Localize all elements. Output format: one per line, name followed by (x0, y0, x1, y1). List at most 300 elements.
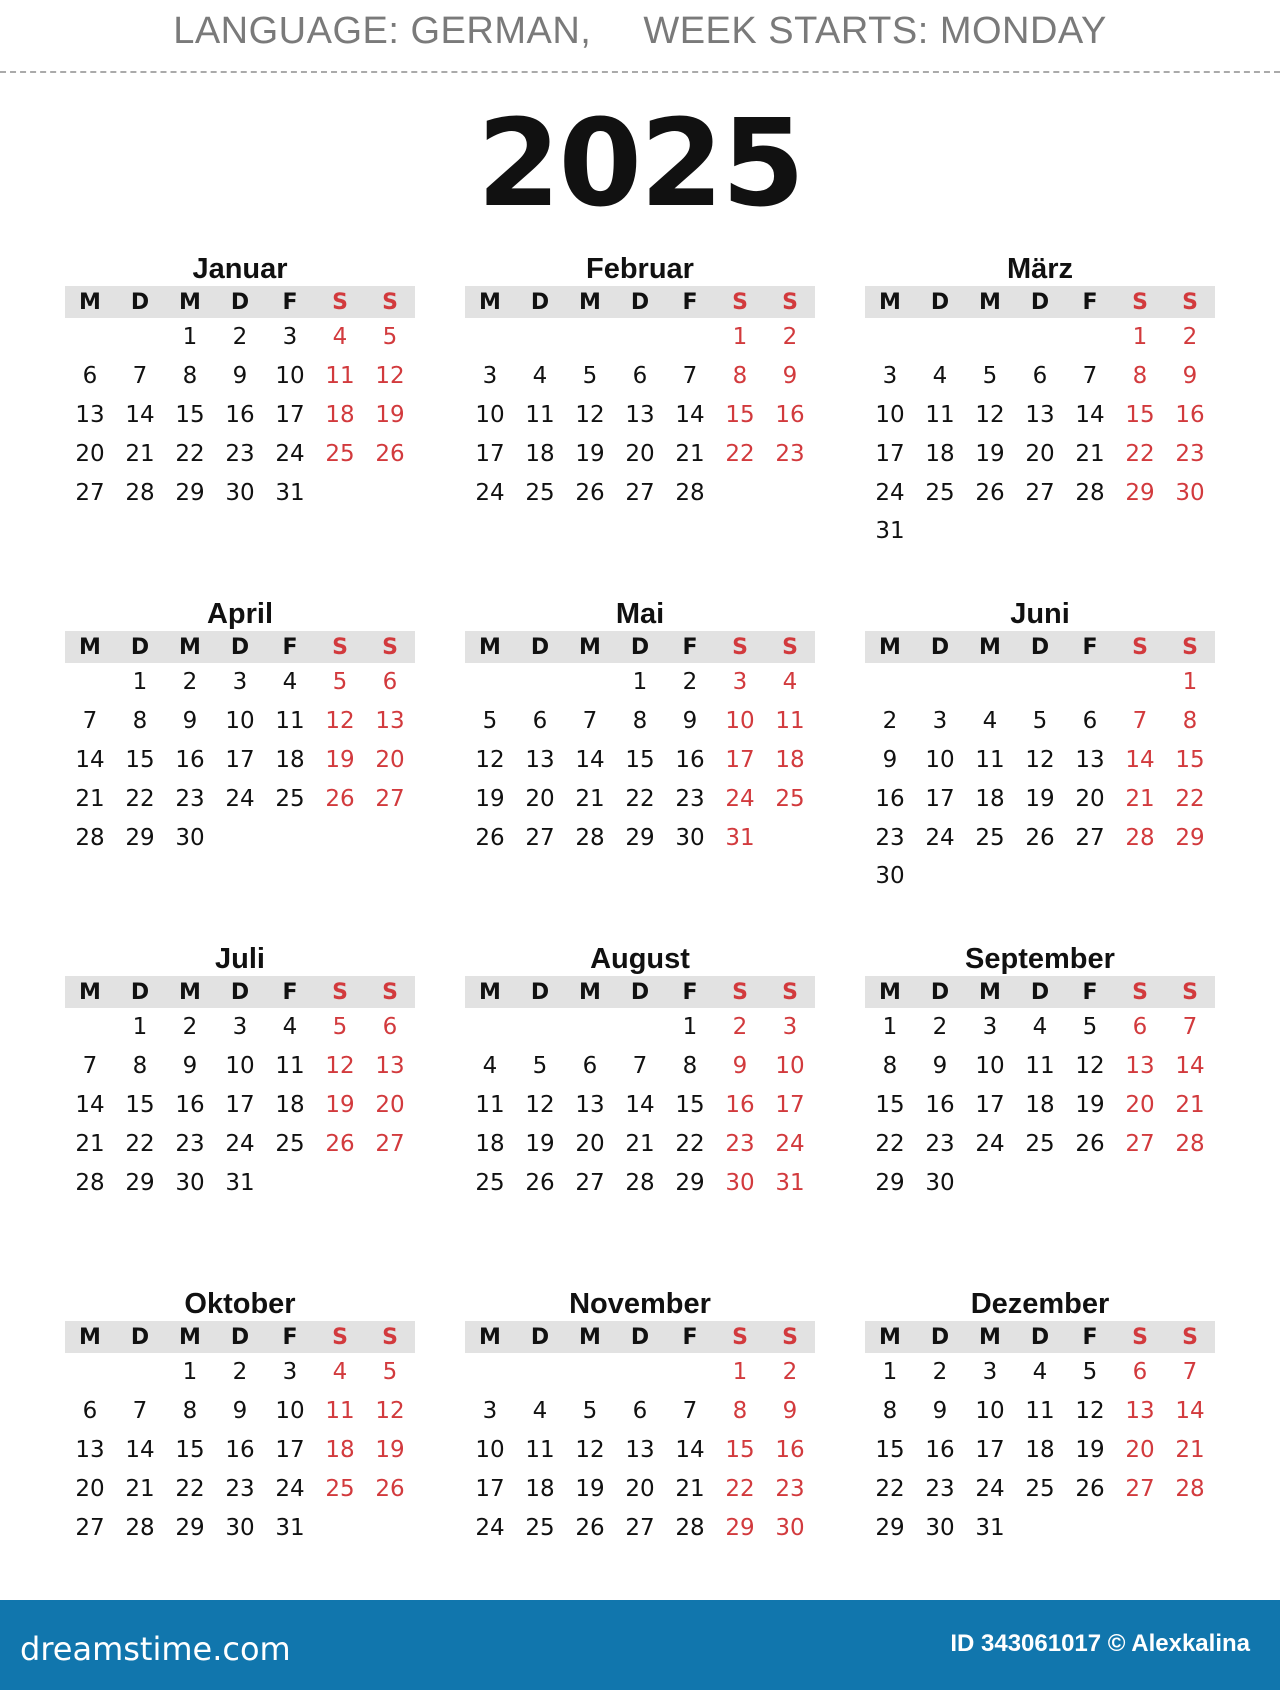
day-cell: 23 (925, 1130, 955, 1157)
day-cell: 28 (75, 824, 105, 851)
day-cell: 16 (925, 1091, 955, 1118)
day-cell: 10 (975, 1398, 1005, 1425)
dreamstime-logo: dreamstime.com (20, 1630, 291, 1668)
day-cell: 16 (175, 746, 205, 773)
day-cell: 1 (882, 1359, 898, 1386)
week-row (65, 396, 415, 435)
month-name: Juli (215, 943, 265, 975)
day-cell: 25 (525, 479, 555, 506)
day-cell: 5 (582, 363, 598, 390)
day-cell: 7 (1182, 1359, 1198, 1386)
weekday-label: D (1030, 979, 1050, 1005)
week-row (465, 1431, 815, 1470)
day-cell: 28 (675, 479, 705, 506)
day-cell: 10 (775, 1053, 805, 1080)
month-name: Februar (586, 253, 694, 285)
day-cell: 24 (225, 785, 255, 812)
day-cell: 11 (975, 746, 1005, 773)
day-cell: 30 (725, 1169, 755, 1196)
week-row (65, 779, 415, 818)
week-row (465, 1508, 815, 1547)
month-oktober (65, 1287, 415, 1547)
weekday-label: F (282, 634, 298, 660)
day-cell: 29 (1125, 479, 1155, 506)
day-cell: 25 (325, 440, 355, 467)
day-cell: 6 (1132, 1014, 1148, 1041)
day-cell: 29 (625, 824, 655, 851)
day-cell: 23 (875, 824, 905, 851)
day-cell: 30 (175, 824, 205, 851)
day-cell: 2 (782, 1359, 798, 1386)
day-cell: 26 (1075, 1130, 1105, 1157)
week-row (865, 434, 1215, 473)
day-cell: 14 (75, 1091, 105, 1118)
weekday-label: S (732, 979, 748, 1005)
day-cell: 16 (175, 1091, 205, 1118)
week-row (65, 318, 415, 357)
weekday-header (65, 286, 415, 318)
day-cell: 15 (625, 746, 655, 773)
day-cell: 18 (1025, 1436, 1055, 1463)
day-cell: 25 (1025, 1130, 1055, 1157)
day-cell: 11 (475, 1091, 505, 1118)
day-cell: 16 (925, 1436, 955, 1463)
day-cell: 6 (82, 363, 98, 390)
day-cell: 4 (482, 1053, 498, 1080)
weekday-header (865, 631, 1215, 663)
day-cell: 14 (1075, 401, 1105, 428)
day-cell: 20 (525, 785, 555, 812)
day-cell: 24 (475, 1514, 505, 1541)
week-row (465, 741, 815, 780)
day-cell: 27 (375, 785, 405, 812)
day-cell: 2 (232, 1359, 248, 1386)
week-row (65, 473, 415, 512)
day-cell: 8 (1182, 708, 1198, 735)
day-cell: 4 (532, 1398, 548, 1425)
day-cell: 6 (632, 1398, 648, 1425)
week-row (865, 473, 1215, 512)
day-cell: 26 (575, 1514, 605, 1541)
week-row (465, 1469, 815, 1508)
day-cell: 18 (925, 440, 955, 467)
day-cell: 22 (1175, 785, 1205, 812)
day-cell: 13 (375, 1053, 405, 1080)
day-cell: 30 (225, 1514, 255, 1541)
day-cell: 12 (975, 401, 1005, 428)
weekday-label: S (332, 979, 348, 1005)
week-row (865, 741, 1215, 780)
day-cell: 17 (875, 440, 905, 467)
weekday-label: S (732, 289, 748, 315)
weekday-label: F (682, 289, 698, 315)
week-row (465, 1353, 815, 1392)
week-row (65, 702, 415, 741)
weekday-label: S (382, 979, 398, 1005)
day-cell: 27 (75, 1514, 105, 1541)
day-cell: 1 (132, 1014, 148, 1041)
day-cell: 2 (1182, 324, 1198, 351)
day-cell: 2 (782, 324, 798, 351)
day-cell: 23 (225, 440, 255, 467)
day-cell: 18 (525, 1475, 555, 1502)
day-cell: 21 (575, 785, 605, 812)
day-cell: 28 (675, 1514, 705, 1541)
day-cell: 11 (1025, 1053, 1055, 1080)
day-cell: 12 (1075, 1053, 1105, 1080)
day-cell: 8 (132, 708, 148, 735)
weekday-label: S (1182, 289, 1198, 315)
day-cell: 13 (75, 401, 105, 428)
weekday-header (465, 976, 815, 1008)
weekday-header (865, 1321, 1215, 1353)
day-cell: 17 (975, 1091, 1005, 1118)
day-cell: 13 (525, 746, 555, 773)
day-cell: 24 (225, 1130, 255, 1157)
day-cell: 5 (332, 1014, 348, 1041)
week-row (65, 1469, 415, 1508)
day-cell: 13 (75, 1436, 105, 1463)
day-cell: 23 (1175, 440, 1205, 467)
day-cell: 22 (875, 1130, 905, 1157)
day-cell: 15 (125, 746, 155, 773)
day-cell: 20 (75, 440, 105, 467)
day-cell: 12 (325, 708, 355, 735)
day-cell: 26 (525, 1169, 555, 1196)
day-cell: 5 (1032, 708, 1048, 735)
day-cell: 22 (175, 440, 205, 467)
day-cell: 17 (775, 1091, 805, 1118)
day-cell: 10 (225, 1053, 255, 1080)
weekday-label: M (979, 979, 1001, 1005)
day-cell: 2 (932, 1014, 948, 1041)
week-row (465, 1047, 815, 1086)
day-cell: 2 (182, 669, 198, 696)
weekday-label: D (530, 1324, 550, 1350)
day-cell: 9 (932, 1398, 948, 1425)
day-cell: 12 (475, 746, 505, 773)
day-cell: 3 (982, 1014, 998, 1041)
day-cell: 15 (725, 401, 755, 428)
day-cell: 12 (575, 401, 605, 428)
day-cell: 29 (175, 1514, 205, 1541)
weekday-label: M (979, 1324, 1001, 1350)
weekday-label: S (782, 1324, 798, 1350)
day-cell: 9 (782, 1398, 798, 1425)
day-cell: 13 (575, 1091, 605, 1118)
day-cell: 8 (182, 363, 198, 390)
day-cell: 19 (375, 401, 405, 428)
day-cell: 11 (325, 363, 355, 390)
day-cell: 20 (1025, 440, 1055, 467)
day-cell: 5 (382, 324, 398, 351)
weekday-label: S (782, 979, 798, 1005)
weekday-label: F (282, 1324, 298, 1350)
day-cell: 19 (1025, 785, 1055, 812)
day-cell: 20 (575, 1130, 605, 1157)
day-cell: 6 (632, 363, 648, 390)
week-row (65, 1163, 415, 1202)
day-cell: 22 (125, 1130, 155, 1157)
day-cell: 28 (625, 1169, 655, 1196)
week-row (465, 473, 815, 512)
day-cell: 5 (332, 669, 348, 696)
day-cell: 22 (725, 1475, 755, 1502)
day-cell: 4 (332, 1359, 348, 1386)
day-cell: 28 (75, 1169, 105, 1196)
day-cell: 31 (975, 1514, 1005, 1541)
day-cell: 17 (225, 1091, 255, 1118)
day-cell: 26 (375, 440, 405, 467)
week-row (865, 396, 1215, 435)
day-cell: 26 (1075, 1475, 1105, 1502)
day-cell: 10 (975, 1053, 1005, 1080)
day-cell: 19 (975, 440, 1005, 467)
weekday-label: M (79, 1324, 101, 1350)
day-cell: 16 (1175, 401, 1205, 428)
month-juli (65, 942, 415, 1202)
day-cell: 15 (125, 1091, 155, 1118)
weekday-label: S (382, 1324, 398, 1350)
day-cell: 23 (725, 1130, 755, 1157)
weekday-label: F (682, 634, 698, 660)
weekday-label: S (1132, 1324, 1148, 1350)
weekday-label: M (579, 289, 601, 315)
week-row (65, 1431, 415, 1470)
dashed-divider (0, 71, 1280, 73)
week-row (65, 357, 415, 396)
day-cell: 7 (1182, 1014, 1198, 1041)
day-cell: 12 (575, 1436, 605, 1463)
day-cell: 16 (725, 1091, 755, 1118)
day-cell: 17 (475, 1475, 505, 1502)
day-cell: 4 (1032, 1014, 1048, 1041)
weekday-label: M (879, 1324, 901, 1350)
weekday-label: D (1030, 289, 1050, 315)
day-cell: 26 (325, 785, 355, 812)
day-cell: 24 (725, 785, 755, 812)
day-cell: 26 (975, 479, 1005, 506)
weekday-header (465, 631, 815, 663)
day-cell: 21 (125, 440, 155, 467)
day-cell: 4 (982, 708, 998, 735)
week-row (65, 818, 415, 857)
weekday-label: M (479, 1324, 501, 1350)
day-cell: 24 (275, 1475, 305, 1502)
day-cell: 6 (1132, 1359, 1148, 1386)
day-cell: 27 (525, 824, 555, 851)
day-cell: 15 (1125, 401, 1155, 428)
week-row (465, 1163, 815, 1202)
month-august (465, 942, 815, 1202)
day-cell: 25 (925, 479, 955, 506)
day-cell: 29 (675, 1169, 705, 1196)
day-cell: 6 (582, 1053, 598, 1080)
weekday-label: F (1082, 634, 1098, 660)
day-cell: 15 (875, 1436, 905, 1463)
day-cell: 22 (875, 1475, 905, 1502)
day-cell: 27 (1125, 1475, 1155, 1502)
day-cell: 20 (375, 746, 405, 773)
weekday-label: D (630, 289, 650, 315)
weekday-header (465, 286, 815, 318)
day-cell: 22 (175, 1475, 205, 1502)
day-cell: 27 (75, 479, 105, 506)
week-row (865, 1086, 1215, 1125)
day-cell: 21 (1175, 1091, 1205, 1118)
month-februar (465, 252, 815, 512)
week-row (465, 663, 815, 702)
weekday-label: D (930, 1324, 950, 1350)
day-cell: 11 (525, 401, 555, 428)
month-dezember (865, 1287, 1215, 1547)
day-cell: 2 (882, 708, 898, 735)
day-cell: 26 (1025, 824, 1055, 851)
day-cell: 7 (682, 363, 698, 390)
week-row (865, 857, 1215, 896)
day-cell: 23 (675, 785, 705, 812)
day-cell: 21 (675, 1475, 705, 1502)
weekday-label: D (930, 289, 950, 315)
day-cell: 5 (982, 363, 998, 390)
weekday-label: D (630, 1324, 650, 1350)
day-cell: 14 (75, 746, 105, 773)
day-cell: 6 (382, 1014, 398, 1041)
month-januar (65, 252, 415, 512)
day-cell: 4 (282, 1014, 298, 1041)
week-row (465, 1008, 815, 1047)
weekday-label: M (79, 979, 101, 1005)
day-cell: 3 (932, 708, 948, 735)
day-cell: 11 (275, 708, 305, 735)
weekday-label: F (682, 1324, 698, 1350)
weekday-label: M (179, 289, 201, 315)
week-row (865, 1047, 1215, 1086)
weekday-label: D (1030, 1324, 1050, 1350)
day-cell: 8 (1132, 363, 1148, 390)
day-cell: 3 (232, 669, 248, 696)
day-cell: 11 (525, 1436, 555, 1463)
day-cell: 3 (482, 1398, 498, 1425)
day-cell: 16 (225, 1436, 255, 1463)
day-cell: 29 (875, 1169, 905, 1196)
week-row (65, 1508, 415, 1547)
week-row (65, 1086, 415, 1125)
day-cell: 8 (732, 1398, 748, 1425)
day-cell: 9 (182, 1053, 198, 1080)
weekday-label: D (230, 289, 250, 315)
day-cell: 9 (232, 363, 248, 390)
day-cell: 27 (1025, 479, 1055, 506)
week-row (865, 1008, 1215, 1047)
day-cell: 13 (1125, 1053, 1155, 1080)
day-cell: 1 (182, 324, 198, 351)
day-cell: 10 (275, 363, 305, 390)
week-row (865, 1392, 1215, 1431)
day-cell: 8 (132, 1053, 148, 1080)
day-cell: 12 (525, 1091, 555, 1118)
day-cell: 25 (775, 785, 805, 812)
week-row (865, 779, 1215, 818)
weekday-label: F (282, 979, 298, 1005)
weekday-label: M (479, 634, 501, 660)
week-row (865, 1469, 1215, 1508)
week-row (465, 1392, 815, 1431)
weekday-label: D (130, 634, 150, 660)
day-cell: 21 (125, 1475, 155, 1502)
day-cell: 23 (775, 440, 805, 467)
week-row (865, 1508, 1215, 1547)
weekday-label: S (1132, 634, 1148, 660)
day-cell: 12 (375, 1398, 405, 1425)
month-name: August (590, 943, 690, 975)
month-name: Oktober (184, 1288, 296, 1320)
day-cell: 8 (682, 1053, 698, 1080)
day-cell: 25 (275, 785, 305, 812)
weekday-label: M (579, 634, 601, 660)
day-cell: 11 (325, 1398, 355, 1425)
day-cell: 29 (1175, 824, 1205, 851)
day-cell: 6 (1032, 363, 1048, 390)
day-cell: 17 (275, 401, 305, 428)
weekday-label: M (179, 1324, 201, 1350)
day-cell: 24 (775, 1130, 805, 1157)
weekday-header (465, 1321, 815, 1353)
day-cell: 30 (1175, 479, 1205, 506)
weekday-label: M (479, 979, 501, 1005)
day-cell: 8 (182, 1398, 198, 1425)
weekday-label: S (382, 634, 398, 660)
weekday-header (65, 976, 415, 1008)
day-cell: 1 (632, 669, 648, 696)
weekday-label: S (332, 289, 348, 315)
weekday-label: D (230, 634, 250, 660)
day-cell: 24 (875, 479, 905, 506)
day-cell: 11 (775, 708, 805, 735)
day-cell: 29 (125, 1169, 155, 1196)
week-row (865, 512, 1215, 551)
weekday-label: S (1182, 1324, 1198, 1350)
month-april (65, 597, 415, 857)
day-cell: 2 (682, 669, 698, 696)
weekday-label: M (179, 979, 201, 1005)
day-cell: 19 (575, 1475, 605, 1502)
week-row (465, 818, 815, 857)
day-cell: 24 (975, 1130, 1005, 1157)
day-cell: 12 (375, 363, 405, 390)
week-row (65, 1353, 415, 1392)
day-cell: 31 (225, 1169, 255, 1196)
weekday-label: M (79, 634, 101, 660)
day-cell: 20 (75, 1475, 105, 1502)
day-cell: 26 (475, 824, 505, 851)
weekday-label: M (179, 634, 201, 660)
day-cell: 28 (125, 1514, 155, 1541)
day-cell: 28 (125, 479, 155, 506)
day-cell: 19 (475, 785, 505, 812)
day-cell: 18 (525, 440, 555, 467)
day-cell: 17 (475, 440, 505, 467)
day-cell: 25 (275, 1130, 305, 1157)
weekday-label: M (979, 289, 1001, 315)
day-cell: 2 (232, 324, 248, 351)
day-cell: 21 (75, 785, 105, 812)
day-cell: 10 (475, 1436, 505, 1463)
weekday-label: M (879, 634, 901, 660)
day-cell: 25 (1025, 1475, 1055, 1502)
day-cell: 18 (275, 1091, 305, 1118)
week-row (865, 1431, 1215, 1470)
